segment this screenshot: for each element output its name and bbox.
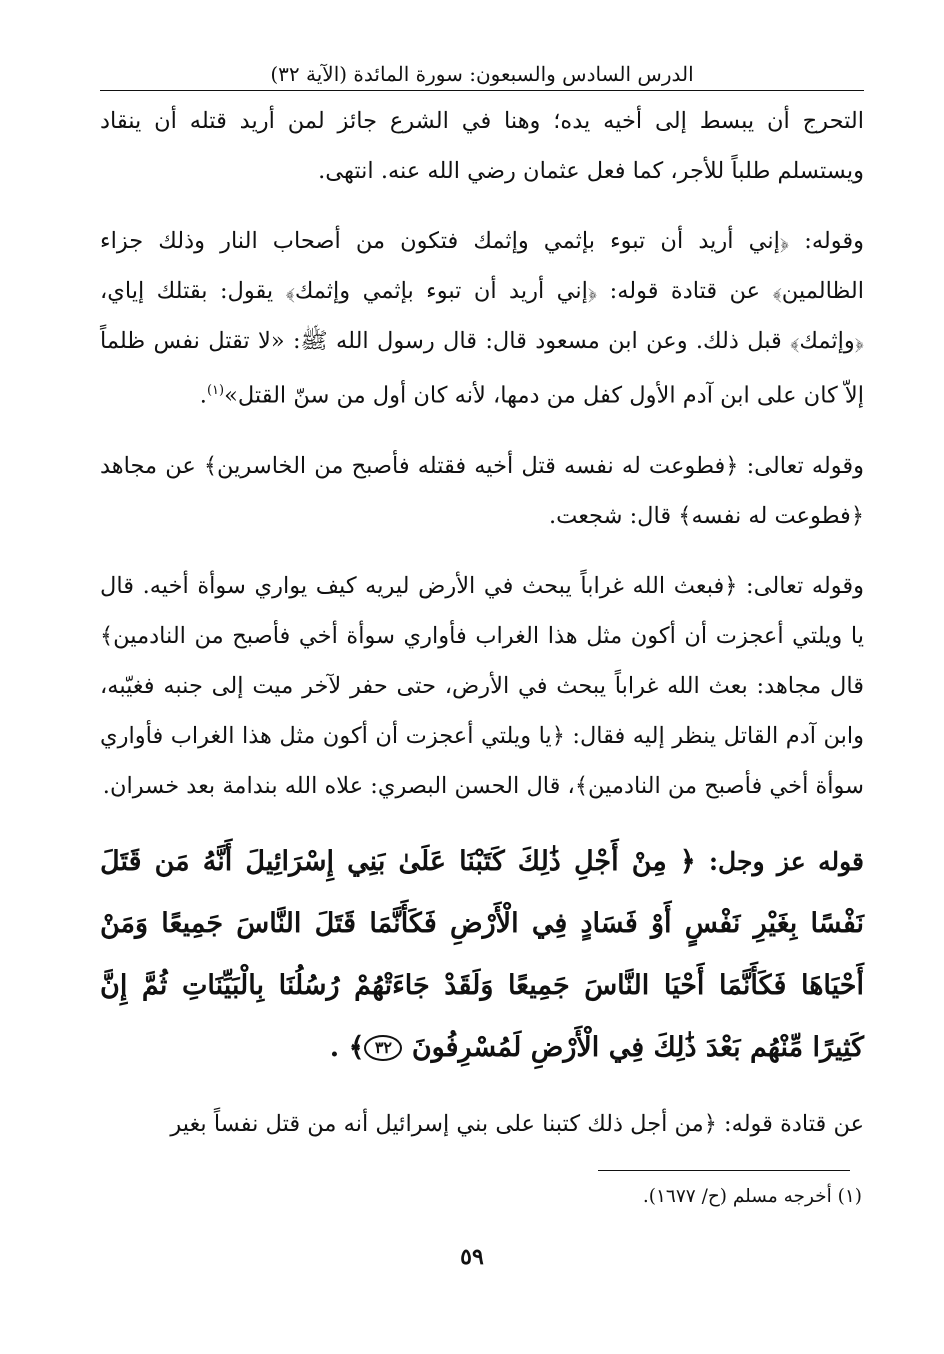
header-rule — [100, 90, 864, 91]
footnote: (١) أخرجه مسلم (ح/ ١٦٧٧). — [642, 1186, 862, 1207]
footnote-separator — [598, 1170, 850, 1171]
paragraph-1: التحرج أن يبسط إلى أخيه يده؛ وهنا في الشرع جائز لمن أريد قتله أن ينقاد ويستسلم طلباً للأجر، كما فعل عثمان رضي الله عنه. انتهى. — [100, 108, 864, 184]
paragraph-gap — [100, 421, 864, 441]
footnote-reference: (١) — [206, 383, 225, 398]
paragraph-gap — [100, 196, 864, 216]
quran-intro: قوله عز وجل: — [708, 846, 864, 876]
paragraph-gap — [100, 1079, 864, 1099]
paragraph-3: وقوله تعالى: ﴿فطوعت له نفسه قتل أخيه فقتله فأصبح من الخاسرين﴾ عن مجاهد ﴿فطوعت له نفسه﴾ قال: شجعت. — [100, 452, 864, 529]
page-number: ٥٩ — [460, 1244, 484, 1270]
paragraph-2-text: وقوله: ﴿إني أريد أن تبوء بإثمي وإثمك فتكون من أصحاب النار وذلك جزاء الظالمين﴾ عن قتادة قوله: ﴿إني أريد أن تبوء بإثمي وإثمك﴾ يقول: بقتلك إياي، ﴿وإثمك﴾ قبل ذلك. وعن ابن مسعود قال: قال رسول الله ﷺ: «لا تقتل نفس ظلماً إلاّ كان على ابن آدم الأول كفل من دمها، لأنه كان أول من سنّ القتل» — [100, 228, 864, 409]
running-header: الدرس السادس والسبعون: سورة المائدة (الآية ٣٢) — [270, 62, 694, 86]
ayah-number-icon: ٣٢ — [364, 1035, 402, 1061]
paragraph-5: عن قتادة قوله: ﴿من أجل ذلك كتبنا على بني إسرائيل أنه من قتل نفساً بغير — [170, 1110, 864, 1137]
paragraph-gap — [100, 811, 864, 831]
paragraph-2 — [100, 216, 864, 421]
paragraph-gap — [100, 541, 864, 561]
quran-verse-close: ﴾ . — [329, 1031, 365, 1063]
paragraph-4: وقوله تعالى: ﴿فبعث الله غراباً يبحث في الأرض ليريه كيف يواري سوأة أخيه. قال يا ويلتي أعجزت أن أكون مثل هذا الغراب فأواري سوأة أخي فأصبح من النادمين﴾ قال مجاهد: بعث الله غراباً يبحث في الأرض، حتى حفر لآخر ميت إلى جنبه فغيّبه، وابن آدم القاتل ينظر إليه فقال: ﴿يا ويلتي أعجزت أن أكون مثل هذا الغراب فأواري سوأة أخي فأصبح من النادمين﴾، قال الحسن البصري: علاه الله بندامة بعد خسران. — [100, 572, 864, 799]
main-text — [100, 96, 864, 1149]
quran-verse-block — [100, 831, 864, 1079]
paragraph-2-end: . — [199, 382, 207, 409]
quran-verse: ﴿ مِنْ أَجْلِ ذَٰلِكَ كَتَبْنَا عَلَىٰ بَنِي إِسْرَائِيلَ أَنَّهُ مَن قَتَلَ نَفْسًا بِغَيْرِ نَفْسٍ أَوْ فَسَادٍ فِي الْأَرْضِ فَكَأَنَّمَا قَتَلَ النَّاسَ جَمِيعًا وَمَنْ أَحْيَاهَا فَكَأَنَّمَا أَحْيَا النَّاسَ جَمِيعًا وَلَقَدْ جَاءَتْهُمْ رُسُلُنَا بِالْبَيِّنَاتِ ثُمَّ إِنَّ كَثِيرًا مِّنْهُم بَعْدَ ذَٰلِكَ فِي الْأَرْضِ لَمُسْرِفُونَ — [100, 845, 864, 1063]
